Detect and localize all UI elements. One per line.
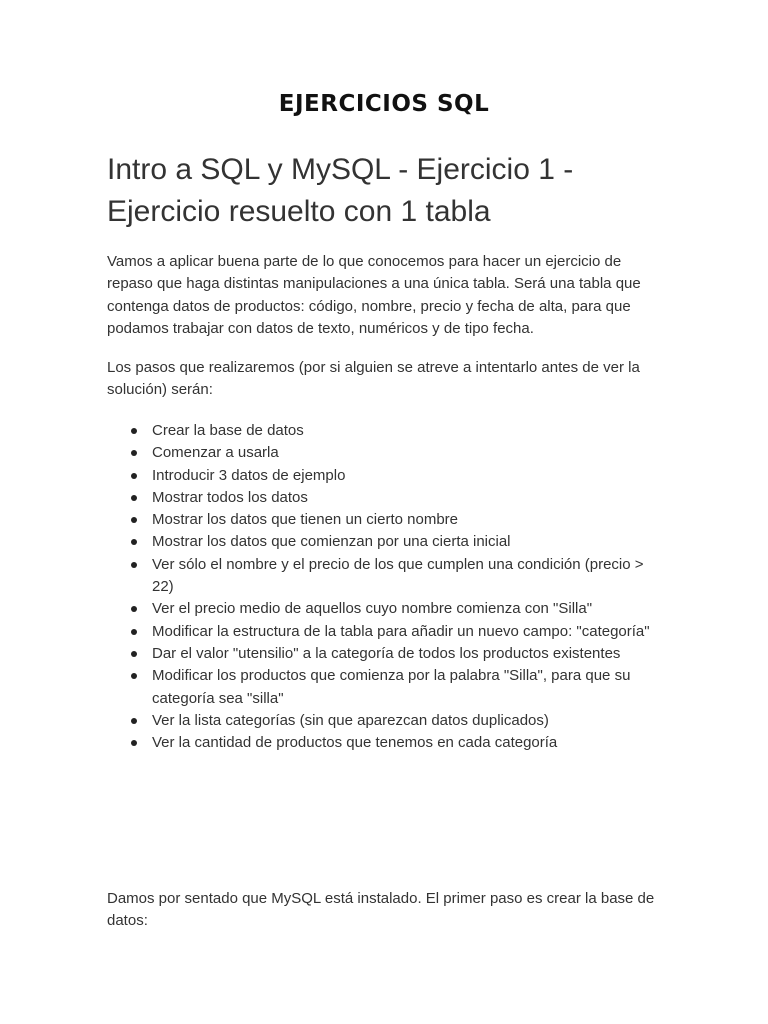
document-title: EJERCICIOS SQL [278, 91, 490, 117]
steps-list [152, 420, 662, 754]
steps-intro-paragraph: Los pasos que realizaremos (por si alguien se atreve a intentarlo antes de ver la solución) serán: [107, 359, 640, 399]
list-item: Crear la base de datos [152, 420, 662, 442]
list-item: Ver el precio medio de aquellos cuyo nombre comienza con "Silla" [152, 598, 662, 620]
install-paragraph: Damos por sentado que MySQL está instalado. El primer paso es crear la base de datos: [107, 890, 655, 930]
list-item: Ver sólo el nombre y el precio de los que cumplen una condición (precio > 22) [152, 554, 662, 599]
list-item: Ver la cantidad de productos que tenemos en cada categoría [152, 732, 662, 754]
section-heading: Intro a SQL y MySQL - Ejercicio 1 - Ejercicio resuelto con 1 tabla [107, 153, 574, 228]
list-item: Modificar la estructura de la tabla para añadir un nuevo campo: "categoría" [152, 621, 662, 643]
list-item: Mostrar los datos que tienen un cierto nombre [152, 509, 662, 531]
intro-paragraph: Vamos a aplicar buena parte de lo que conocemos para hacer un ejercicio de repaso que haga distintas manipulaciones a una única tabla. Será una tabla que contenga datos de productos: código, nombre, precio y fecha de alta, para que podamos trabajar con datos de texto, numéricos y de tipo fecha. [107, 253, 641, 337]
list-item: Ver la lista categorías (sin que aparezcan datos duplicados) [152, 710, 662, 732]
list-item: Dar el valor "utensilio" a la categoría de todos los productos existentes [152, 643, 662, 665]
list-item: Modificar los productos que comienza por la palabra "Silla", para que su categoría sea "silla" [152, 665, 662, 710]
list-item: Mostrar los datos que comienzan por una cierta inicial [152, 531, 662, 553]
list-item: Mostrar todos los datos [152, 487, 662, 509]
list-item: Comenzar a usarla [152, 442, 662, 464]
list-item: Introducir 3 datos de ejemplo [152, 465, 662, 487]
